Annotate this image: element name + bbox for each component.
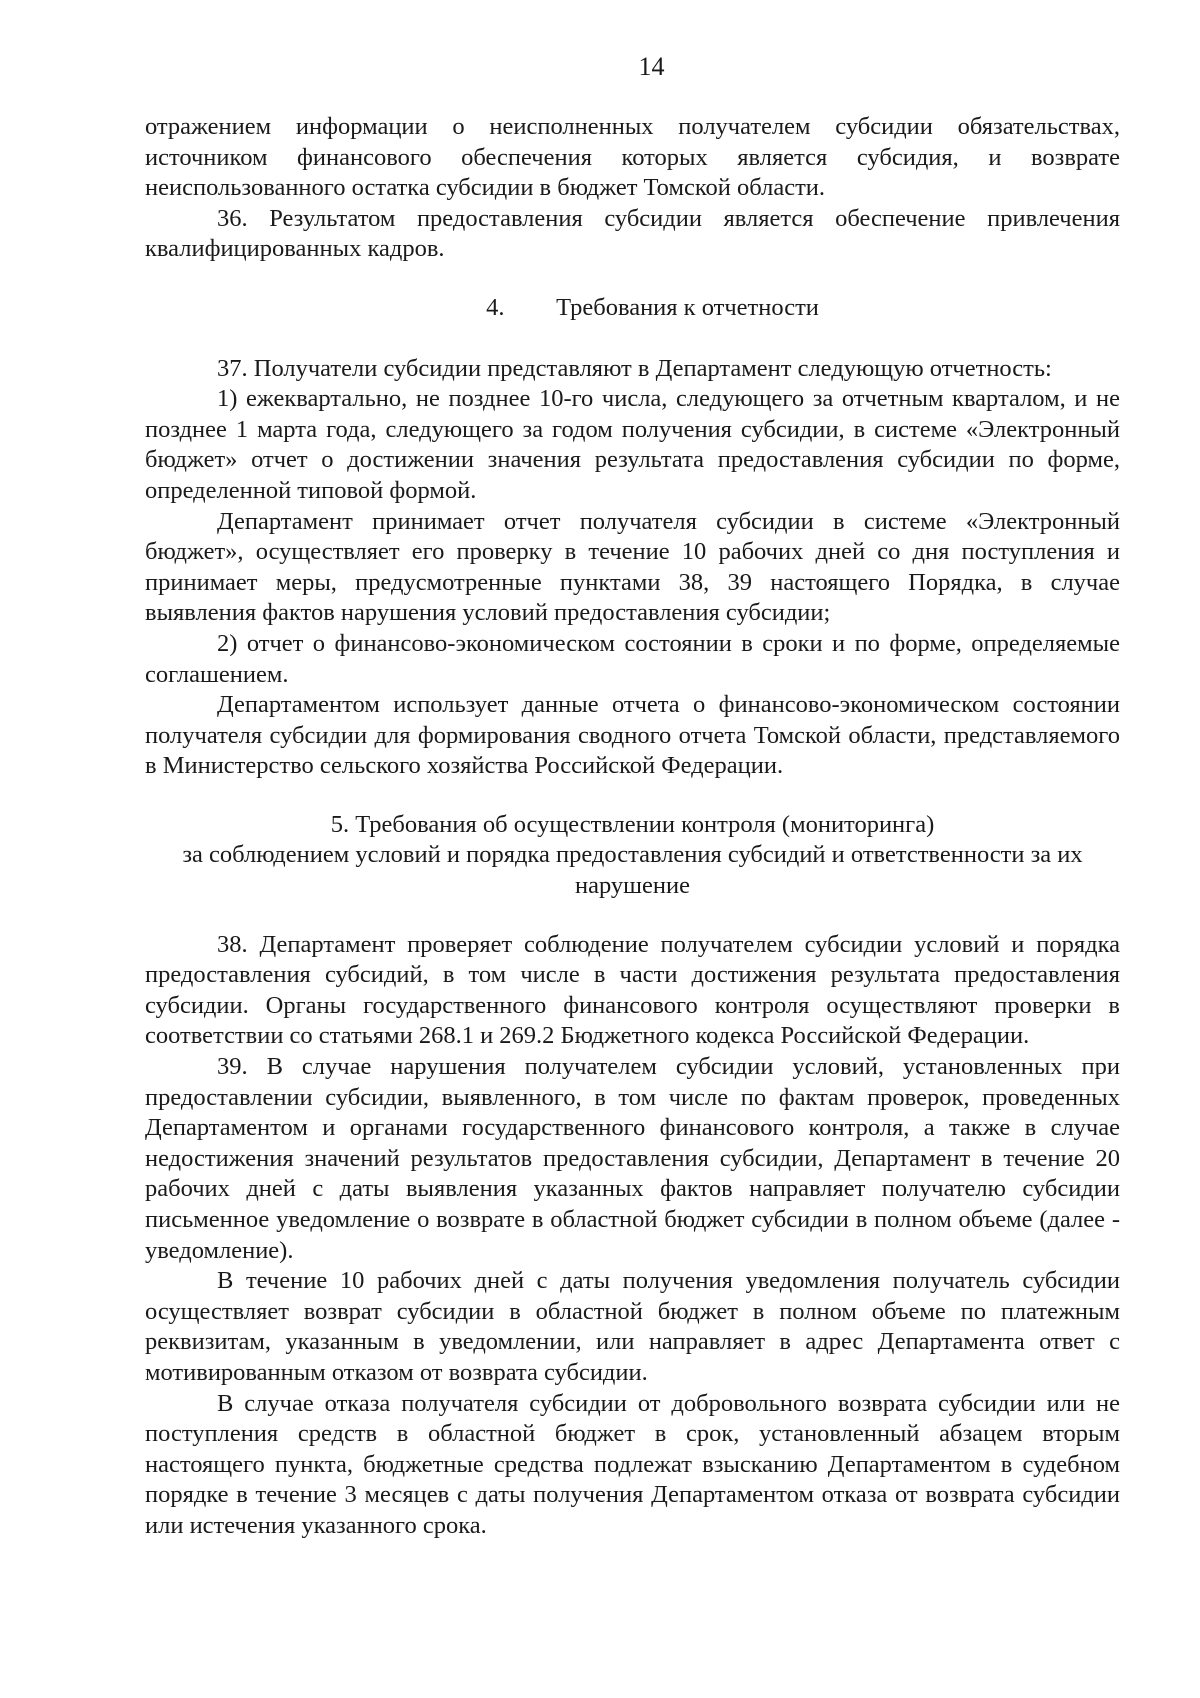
section-5-heading bbox=[145, 810, 1120, 902]
paragraph-continuation: отражением информации о неисполненных получателем субсидии обязательствах, источником финансового обеспечения которых является субсидия, и возврате неиспользованного остатка субсидии в бюджет Томской области. bbox=[145, 113, 1120, 202]
paragraph-39-third: В случае отказа получателя субсидии от добровольного возврата субсидии или не поступления средств в областной бюджет в срок, установленный абзацем вторым настоящего пункта, бюджетные средства подлежат взысканию Департаментом в судебном порядке в течение 3 месяцев с даты получения Департаментом отказа от возврата субсидии или истечения указанного срока. bbox=[145, 1389, 1120, 1539]
page-content bbox=[145, 52, 1120, 1542]
paragraph-37-usage: Департаментом использует данные отчета о финансово-экономическом состоянии получателя субсидии для формирования сводного отчета Томской области, представляемого в Министерство сельского хозяйства Российской Федерации. bbox=[145, 691, 1120, 780]
section-4-number: 4. bbox=[486, 293, 505, 321]
section-5-title-line-2: за соблюдением условий и порядка предоставления субсидий и ответственности за их bbox=[182, 841, 1083, 869]
paragraph-37-item-2: 2) отчет о финансово-экономическом состоянии в сроки и по форме, определяемые соглашением. bbox=[145, 629, 1120, 688]
paragraph-39-second: В течение 10 рабочих дней с даты получения уведомления получатель субсидии осуществляет возврат субсидии в областной бюджет в полном объеме по платежным реквизитам, указанным в уведомлении, или направляет в адрес Департамента ответ с мотивированным отказом от возврата субсидии. bbox=[145, 1267, 1120, 1386]
paragraph-37-item-1: 1) ежеквартально, не позднее 10-го числа, следующего за отчетным кварталом, и не позднее 1 марта года, следующего за годом получения субсидии, в системе «Электронный бюджет» отчет о достижении значения результата предоставления субсидии по форме, определенной типовой формой. bbox=[145, 385, 1120, 504]
paragraph-36: 36. Результатом предоставления субсидии является обеспечение привлечения квалифицированных кадров. bbox=[145, 204, 1120, 263]
paragraph-38: 38. Департамент проверяет соблюдение получателем субсидии условий и порядка предоставления субсидий, в том числе в части достижения результата предоставления субсидии. Органы государственного финансового контроля осуществляют проверки в соответствии со статьями 268.1 и 269.2 Бюджетного кодекса Российской Федерации. bbox=[145, 930, 1120, 1050]
paragraph-37-department: Департамент принимает отчет получателя субсидии в системе «Электронный бюджет», осуществляет его проверку в течение 10 рабочих дней со дня поступления и принимает меры, предусмотренные пунктами 38, 39 настоящего Порядка, в случае выявления фактов нарушения условий предоставления субсидии; bbox=[145, 507, 1120, 627]
page-number: 14 bbox=[638, 52, 665, 81]
section-4-title: Требования к отчетности bbox=[556, 293, 819, 321]
section-5-title-line-1: 5. Требования об осуществлении контроля (мониторинга) bbox=[330, 810, 935, 838]
section-4-heading bbox=[145, 293, 1120, 324]
paragraph-39: 39. В случае нарушения получателем субсидии условий, установленных при предоставлении субсидии, выявленного, в том числе по фактам проверок, проведенных Департаментом и органами государственного финансового контроля, а также в случае недостижения значений результатов предоставления субсидии, Департамент в течение 20 рабочих дней с даты выявления указанных фактов направляет получателю субсидии письменное уведомление о возврате в областной бюджет субсидии в полном объеме (далее - уведомление). bbox=[145, 1053, 1120, 1264]
paragraph-37: 37. Получатели субсидии представляют в Департамент следующую отчетность: bbox=[217, 354, 1052, 382]
section-5-title-line-3: нарушение bbox=[575, 872, 690, 900]
